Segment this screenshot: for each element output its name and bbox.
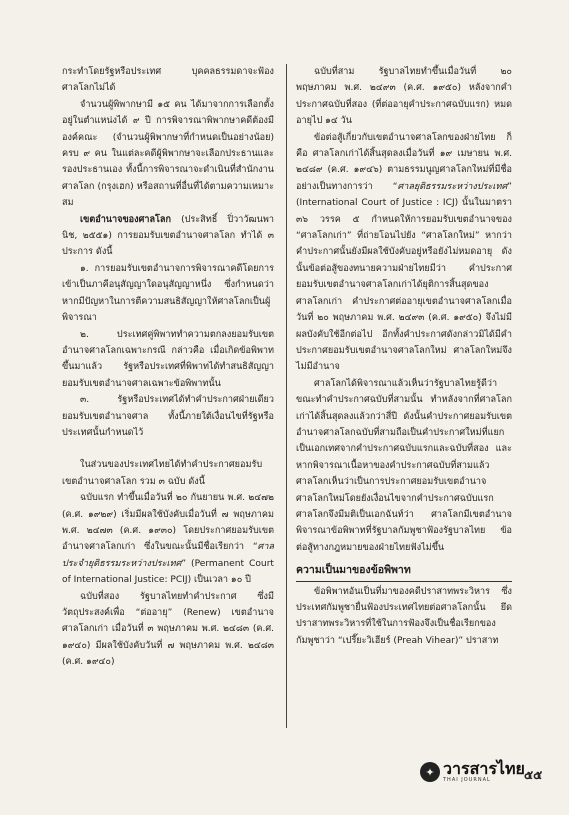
term-icj: ศาลยุติธรรมระหว่างประเทศ [397, 181, 508, 192]
paragraph: กระทำโดยรัฐหรือประเทศ บุคคลธรรมดาจะฟ้องศาลโลกไม่ได้ [62, 67, 274, 94]
page-number: ๕๕ [524, 768, 543, 782]
subheading-jurisdiction: เขตอำนาจของศาลโลก [80, 214, 171, 225]
left-column [62, 64, 274, 671]
paragraph: ข้อต่อสู้เกี่ยวกับเขตอำนาจศาลโลกของฝ่ายไทย ก็คือ ศาลโลกเก่าได้สิ้นสุดลงเมื่อวันที่ ๑๙ เมษายน พ.ศ. ๒๔๘๙ (ค.ศ. ๑๙๔๖) ตามธรรมนูญศาลโลกใหม่ที่มีชื่ออย่างเป็นทางการว่า “ศาลยุติธรรมระหว่างประเทศ” (International Court of Justice : ICJ) นั้นในมาตรา ๓๖ วรรค ๕ กำหนดให้การยอมรับเขตอำนาจของ “ศาลโลกเก่า” ที่ถ่ายโอนไปยัง “ศาลโลกใหม่” หากว่าคำประกาศนั้นยังมีผลใช้บังคับอยู่หรือยังไม่หมดอายุ ดังนั้นข้อต่อสู้ของทนายความฝ่ายไทยมีว่า คำประกาศยอมรับเขตอำนาจศาลโลกเก่าได้ยุติการสิ้นสุดของศาลโลกเก่า คำประกาศต่ออายุเขตอำนาจศาลโลกเมื่อวันที่ ๒๐ พฤษภาคม พ.ศ. ๒๔๙๓ (ค.ศ. ๑๙๕๐) จึงไม่มีผลบังคับใช้อีกต่อไป อีกทั้งคำประกาศดังกล่าวมิได้มีคำประกาศยอมรับเขตอำนาจศาลโลกใหม่ ศาลโลกใหม่จึงไม่มีอำนาจ [296, 132, 512, 373]
paragraph: ฉบับที่สอง รัฐบาลไทยทำคำประกาศ ซึ่งมีวัตถุประสงค์เพื่อ “ต่ออายุ” (Renew) เขตอำนาจศาลโลกเก่า เมื่อวันที่ ๓ พฤษภาคม พ.ศ. ๒๔๘๓ (ค.ศ. ๑๙๔๐) มีผลใช้บังคับวันที่ ๗ พฤษภาคม พ.ศ. ๒๔๘๓ (ค.ศ. ๑๙๔๐) [62, 591, 274, 668]
term-pcij: ศาลประจำยุติธรรมระหว่างประเทศ [62, 542, 274, 569]
paragraph: ศาลโลกได้พิจารณาแล้วเห็นว่ารัฐบาลไทยรู้ดีว่าขณะทำคำประกาศฉบับที่สามนั้น ทำหลังจากที่ศาลโลกเก่าได้สิ้นสุดลงแล้วกว่าสี่ปี ดังนั้นคำประกาศยอมรับเขตอำนาจศาลโลกฉบับที่สามถือเป็นคำประกาศใหม่ที่แยกเป็นเอกเทศจากคำประกาศฉบับแรกและฉบับที่สอง และหากพิจารณาเนื้อหาของคำประกาศฉบับที่สามแล้ว ศาลโลกเห็นว่าเป็นการประกาศยอมรับเขตอำนาจศาลโลกใหม่โดยยังเงื่อนไขจากคำประกาศฉบับแรก ศาลโลกจึงมีมติเป็นเอกฉันท์ว่า ศาลโลกมีเขตอำนาจพิจารณาข้อพิพาทที่รัฐบาลกัมพูชาฟ้องรัฐบาลไทย ข้อต่อสู้ทางกฎหมายของฝ่ายไทยฟังไม่ขึ้น [296, 378, 512, 553]
brand-subtitle: THAI JOURNAL [443, 777, 491, 783]
paragraph: ในส่วนของประเทศไทยได้ทำคำประกาศยอมรับเขตอำนาจศาลโลก รวม ๓ ฉบับ ดังนี้ [62, 460, 263, 487]
paragraph: เขตอำนาจของศาลโลก (ประสิทธิ์ ปิ่วาวัฒนพานิช, ๒๕๕๑) การยอมรับเขตอำนาจศาลโลก ทำได้ ๓ ประการ ดังนี้ [62, 214, 274, 258]
section-title: ความเป็นมาของข้อพิพาท [296, 562, 512, 581]
journal-brand [420, 761, 525, 783]
column-divider [286, 64, 287, 728]
paragraph: ข้อพิพาทอันเป็นที่มาของคดีปราสาทพระวิหาร ซึ่งประเทศกัมพูชายื่นฟ้องประเทศไทยต่อศาลโลกนั้น ยึดปราสาทพระวิหารที่ใช้ในการฟ้องจึงเป็นชื่อเรียกของกัมพูชาว่า “เปรี๊ยะวิเฮียร์ (Preah Vihear)” ปราสาท [296, 586, 512, 646]
paragraph: ฉบับแรก ทำขึ้นเมื่อวันที่ ๒๐ กันยายน พ.ศ. ๒๔๗๒ (ค.ศ. ๑๙๒๙) เริ่มมีผลใช้บังคับเมื่อวันที่ ๗ พฤษภาคม พ.ศ. ๒๔๗๓ (ค.ศ. ๑๙๓๐) โดยประกาศยอมรับเขตอำนาจศาลโลกเก่า ซึ่งในขณะนั้นมีชื่อเรียกว่า “ศาลประจำยุติธรรมระหว่างประเทศ” (Permanent Court of International Justice: PCIJ) เป็นเวลา ๑๐ ปี [62, 493, 274, 586]
spacer [62, 441, 274, 457]
paragraph: ฉบับที่สาม รัฐบาลไทยทำขึ้นเมื่อวันที่ ๒๐ พฤษภาคม พ.ศ. ๒๔๙๓ (ค.ศ. ๑๙๕๐) หลังจากคำประกาศฉบับที่สอง (ที่ต่ออายุคำประกาศฉบับแรก) หมดอายุไป ๑๔ วัน [296, 67, 512, 127]
brand-title: วารสารไทย [443, 759, 525, 778]
paragraph: จำนวนผู้พิพากษามี ๑๕ คน ได้มาจากการเลือกตั้ง อยู่ในตำแหน่งได้ ๙ ปี การพิจารณาพิพากษาคดีต้องมีองค์คณะ (จำนวนผู้พิพากษาที่กำหนดเป็นอย่างน้อย) ครบ ๙ คน ในแต่ละคดีผู้พิพากษาจะเลือกประธานและรองประธานเอง ทั้งนี้การพิจารณาจะดำเนินที่สำนักงานศาลโลก (กรุงเฮก) หรือสถานที่อื่นที่ได้ตามความเหมาะสม [62, 99, 274, 209]
list-item: ๓. รัฐหรือประเทศได้ทำคำประกาศฝ่ายเดียวยอมรับเขตอำนาจศาล ทั้งนี้ภายใต้เงื่อนไขที่รัฐหรือประเทศนั้นกำหนดไว้ [62, 395, 274, 438]
list-item: ๒. ประเทศคู่พิพาททำความตกลงยอมรับเขตอำนาจศาลโลกเฉพาะกรณี กล่าวคือ เมื่อเกิดข้อพิพาทขึ้นมาแล้ว รัฐหรือประเทศที่พิพาทได้ทำสนธิสัญญายอมรับเขตอำนาจศาลเฉพาะข้อพิพาทนั้น [62, 329, 274, 389]
journal-logo-icon: ✦ [420, 762, 440, 782]
list-item: ๑. การยอมรับเขตอำนาจการพิจารณาคดีโดยการเข้าเป็นภาคีอนุสัญญาใดอนุสัญญาหนึ่ง ซึ่งกำหนดว่า หากมีปัญหาในการตีความสนธิสัญญาให้ศาลโลกเป็นผู้พิจารณา [62, 263, 274, 324]
right-column [296, 64, 512, 649]
